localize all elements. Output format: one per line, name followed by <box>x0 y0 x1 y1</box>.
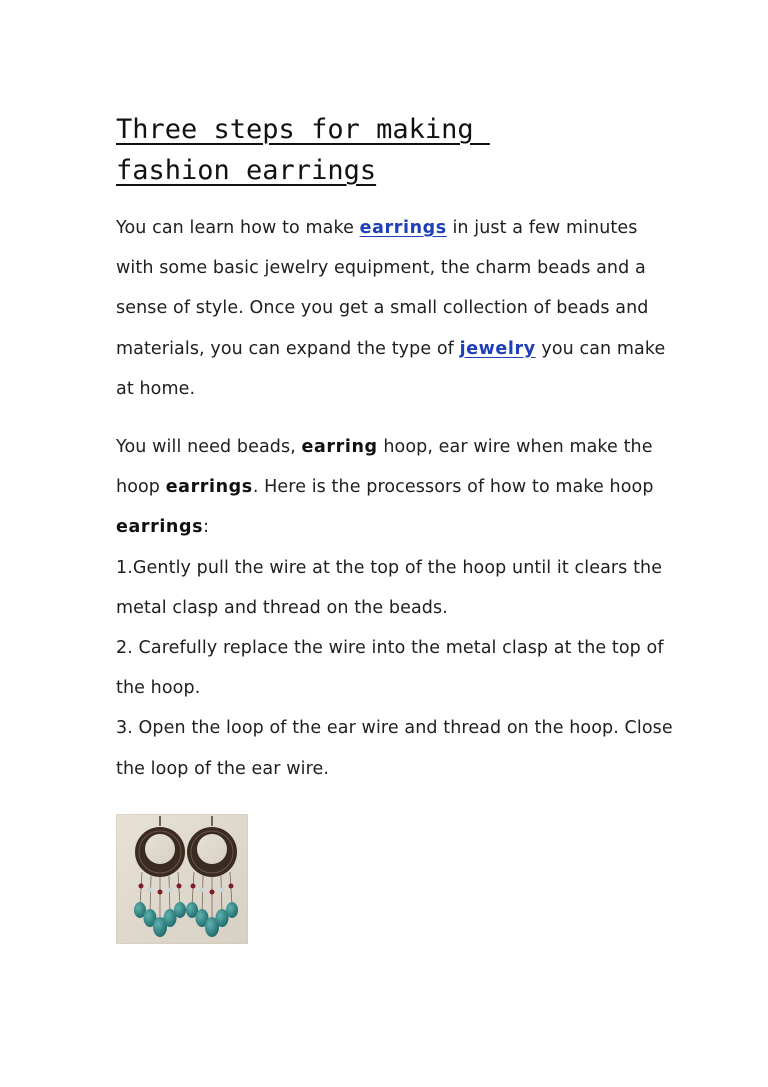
intro-text-c: you can make at home. <box>116 338 666 399</box>
step-2: 2. Carefully replace the wire into the metal clasp at the top of the hoop. <box>116 638 664 699</box>
intro-text-a: You can learn how to make <box>116 218 360 238</box>
requirements-paragraph <box>116 427 676 548</box>
requirements-text-b: hoop, ear wire when make the hoop <box>116 437 653 498</box>
requirements-text-c: . Here is the processors of how to make hoop <box>252 477 654 498</box>
keyword-earrings: earrings <box>165 477 253 498</box>
intro-paragraph <box>116 208 676 409</box>
document-content <box>116 109 676 789</box>
title-line-1: Three steps for making <box>116 114 490 145</box>
page-title <box>116 109 676 191</box>
jewelry-link[interactable]: jewelry <box>459 338 536 359</box>
step-3: 3. Open the loop of the ear wire and thread on the hoop. Close the loop of the ear wire. <box>116 718 673 779</box>
earrings-photo <box>116 814 248 944</box>
intro-text-b: in just a few minutes with some basic jewelry equipment, the charm beads and a sense of style. Once you get a small collection of beads and materials, you can expand the type of <box>116 218 649 359</box>
requirements-colon: : <box>203 517 210 538</box>
keyword-earrings-2: earrings <box>116 517 204 538</box>
requirements-text-a: You will need beads, <box>116 437 302 458</box>
earrings-link[interactable]: earrings <box>359 218 447 238</box>
step-1: 1.Gently pull the wire at the top of the hoop until it clears the metal clasp and thread on the beads. <box>116 557 663 618</box>
keyword-earring: earring <box>301 437 378 458</box>
title-line-2: fashion earrings <box>116 155 377 186</box>
